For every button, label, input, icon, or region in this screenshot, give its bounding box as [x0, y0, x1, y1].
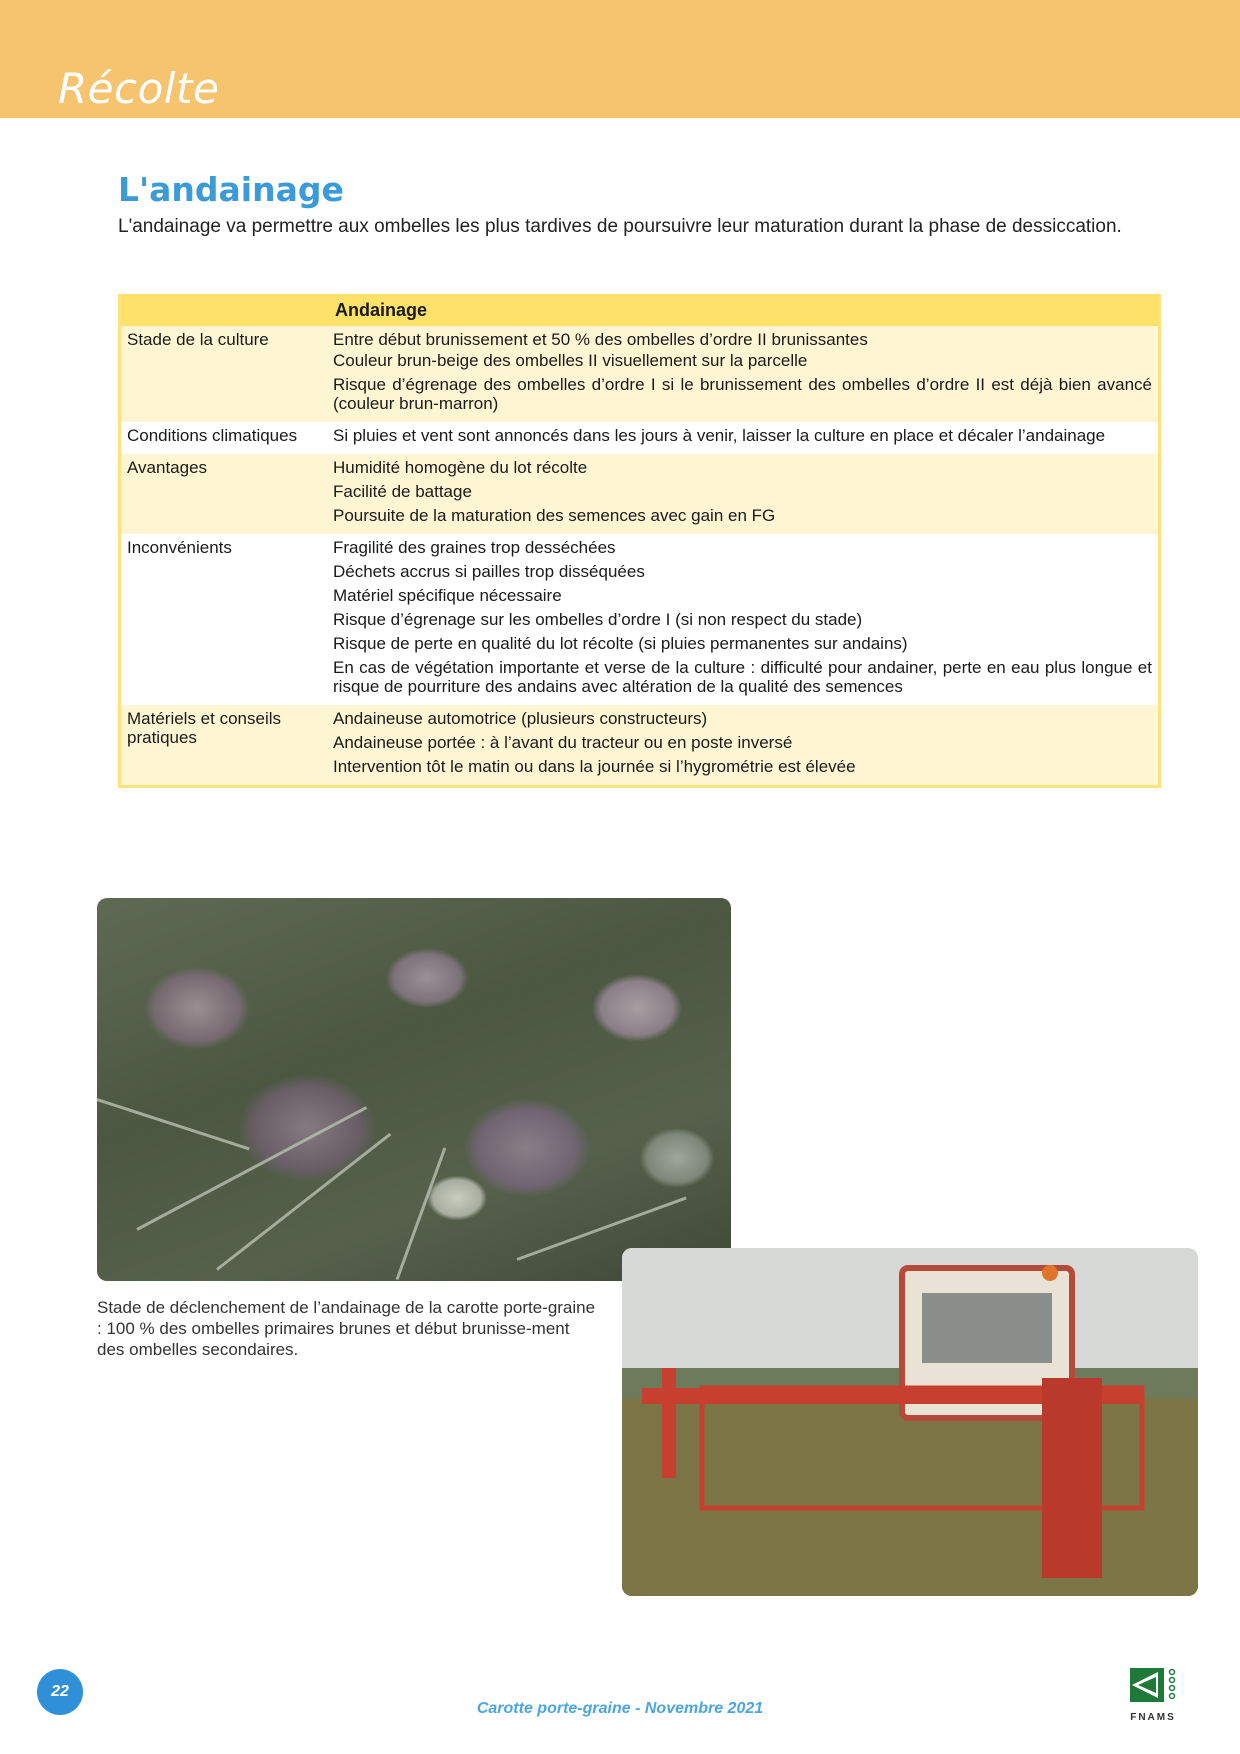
table-row — [121, 534, 1158, 705]
row-line: Risque d’égrenage des ombelles d’ordre I si le brunissement des ombelles d’ordre II est déjà bien avancé (couleur brun-marron) — [333, 375, 1152, 413]
row-line: En cas de végétation importante et verse de la culture : difficulté pour andainer, perte en eau plus longue et risque de pourriture des andains avec altération de la qualité des semences — [333, 658, 1152, 696]
windrower-photo — [622, 1248, 1198, 1596]
row-line: Entre début brunissement et 50 % des ombelles d’ordre II brunissantes — [333, 330, 868, 349]
chapter-title: Récolte — [58, 64, 220, 113]
row-line: Intervention tôt le matin ou dans la journée si l’hygrométrie est élevée — [333, 757, 856, 776]
row-line: Fragilité des graines trop desséchées — [333, 538, 616, 557]
carrot-umbels-photo — [97, 898, 731, 1281]
row-line: Risque d’égrenage sur les ombelles d’ordre I (si non respect du stade) — [333, 610, 863, 629]
section-title: L'andainage — [118, 170, 344, 209]
row-line: Matériel spécifique nécessaire — [333, 586, 562, 605]
row-line: Humidité homogène du lot récolte — [333, 458, 588, 477]
row-line: Andaineuse portée : à l’avant du tracteur ou en poste inversé — [333, 733, 793, 752]
row-line: Si pluies et vent sont annoncés dans les jours à venir, laisser la culture en place et décaler l’andainage — [333, 426, 1106, 445]
row-line: Couleur brun-beige des ombelles II visuellement sur la parcelle — [333, 351, 808, 370]
row-line: Déchets accrus si pailles trop disséquées — [333, 562, 645, 581]
row-line: Risque de perte en qualité du lot récolte (si pluies permanentes sur andains) — [333, 634, 908, 653]
table-row — [121, 454, 1158, 534]
page-number: 22 — [37, 1669, 83, 1715]
row-label: Conditions climatiques — [127, 426, 298, 445]
photo-caption: Stade de déclenchement de l’andainage de la carotte porte-graine : 100 % des ombelles primaires brunes et début brunisse-ment des ombelles secondaires. — [97, 1298, 596, 1359]
row-line: Poursuite de la maturation des semences avec gain en FG — [333, 506, 776, 525]
andainage-table — [118, 294, 1161, 788]
table-row — [121, 705, 1158, 785]
row-line: Facilité de battage — [333, 482, 472, 501]
row-label: Matériels et conseils pratiques — [127, 709, 282, 747]
intro-paragraph: L'andainage va permettre aux ombelles les plus tardives de poursuivre leur maturation durant la phase de dessiccation. — [118, 216, 1122, 237]
table-header — [121, 294, 1158, 326]
table-row — [121, 422, 1158, 454]
table-row — [121, 326, 1158, 422]
row-label: Stade de la culture — [127, 330, 269, 349]
row-label: Avantages — [127, 458, 208, 477]
row-label: Inconvénients — [127, 538, 232, 557]
logo-wordmark: FNAMS — [1130, 1712, 1176, 1723]
row-line: Andaineuse automotrice (plusieurs constructeurs) — [333, 709, 708, 728]
table-header-label: Andainage — [335, 300, 428, 320]
publication-footer: Carotte porte-graine - Novembre 2021 — [476, 1700, 764, 1717]
